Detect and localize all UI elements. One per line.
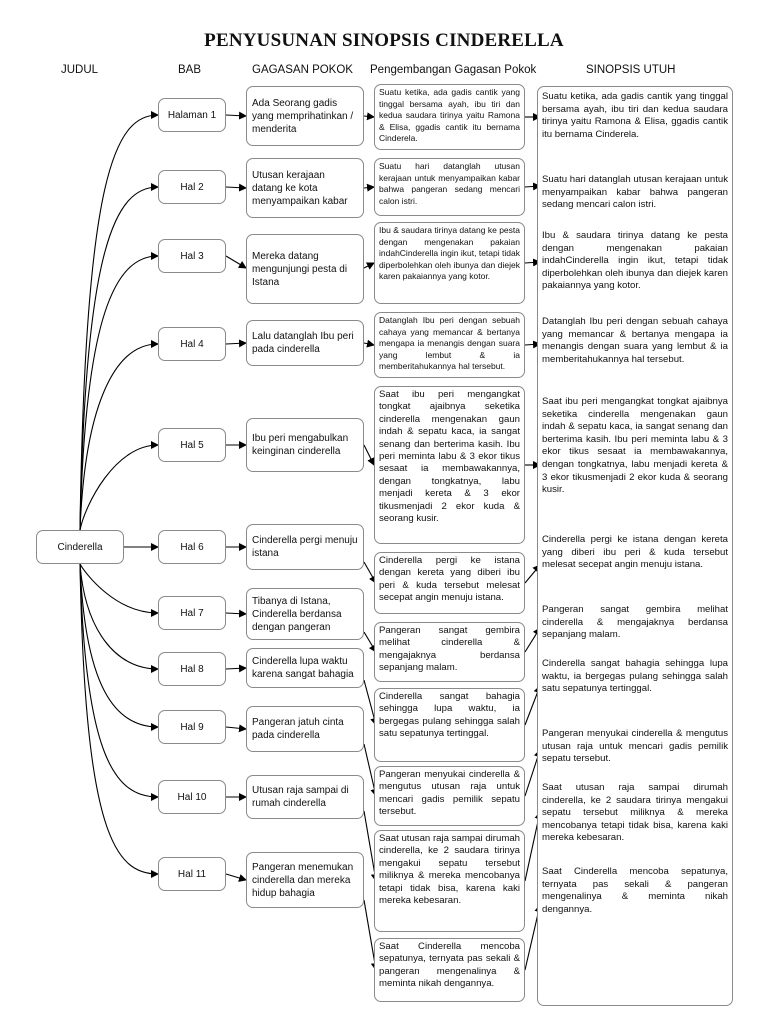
sinopsis-paragraph-3: Ibu & saudara tirinya datang ke pesta dengan mengenakan pakaian indahCinderella ingin ikut, tetapi tidak diperbolehkan oleh ibunya dan diejek karen pakaiannya yang kotor. — [542, 230, 728, 292]
edge-gagasan-pengembangan-2 — [364, 187, 374, 188]
bab-node-3: Hal 3 — [158, 239, 226, 273]
sinopsis-paragraph-4: Datanglah Ibu peri dengan sebuah cahaya yang memancar & bertanya mengapa ia menangis dengan suara yang lembut & ia memberitahukannya hal tersebut. — [542, 316, 728, 365]
bab-node-4: Hal 4 — [158, 327, 226, 361]
edge-bab-gagasan-3 — [226, 256, 246, 268]
edge-gagasan-pengembangan-4 — [364, 343, 374, 345]
gagasan-node-8: Cinderella lupa waktu karena sangat bahagia — [246, 648, 364, 688]
sinopsis-paragraph-6: Cinderella pergi ke istana dengan kereta yang diberi ibu peri & kuda tersebut melesat secepat angin menuju istana. — [542, 534, 728, 571]
edge-root-bab-10 — [80, 564, 158, 797]
pengembangan-node-7: Pangeran sangat gembira melihat cinderella & mengajaknya berdansa sepanjang malam. — [374, 622, 525, 682]
bab-node-7: Hal 7 — [158, 596, 226, 630]
edge-bab-gagasan-1 — [226, 115, 246, 116]
gagasan-node-2: Utusan kerajaan datang ke kota menyampaikan kabar — [246, 158, 364, 218]
gagasan-node-1: Ada Seorang gadis yang memprihatinkan / menderita — [246, 86, 364, 146]
edge-gagasan-pengembangan-1 — [364, 116, 374, 117]
gagasan-node-5: Ibu peri mengabulkan keinginan cinderella — [246, 418, 364, 472]
bab-node-11: Hal 11 — [158, 857, 226, 891]
gagasan-node-3: Mereka datang mengunjungi pesta di Istana — [246, 234, 364, 304]
bab-node-5: Hal 5 — [158, 428, 226, 462]
sinopsis-paragraph-7: Pangeran sangat gembira melihat cinderella & mengajaknya berdansa sepanjang malam. — [542, 604, 728, 641]
pengembangan-node-3: Ibu & saudara tirinya datang ke pesta dengan mengenakan pakaian indahCinderella ingin ikut, tetapi tidak diperbolehkan oleh ibunya dan diejek karen pakaiannya yang kotor. — [374, 222, 525, 304]
sinopsis-paragraph-1: Suatu ketika, ada gadis cantik yang tinggal bersama ayah, ibu tiri dan kedua saudara tirinya yaitu Ramona & Elisa, ggadis cantik itu bernama Cinderela. — [542, 91, 728, 140]
edge-bab-gagasan-4 — [226, 343, 246, 344]
edge-root-bab-2 — [80, 187, 158, 530]
edge-root-bab-11 — [80, 564, 158, 874]
bab-node-9: Hal 9 — [158, 710, 226, 744]
sinopsis-paragraph-10: Saat utusan raja sampai dirumah cinderella, ke 2 saudara tirinya mengakui sepatu tersebut miliknya & mereka mencobanya tetapi tidak bisa, karena kaki mereka kebesaran. — [542, 782, 728, 844]
pengembangan-node-10: Saat utusan raja sampai dirumah cinderella, ke 2 saudara tirinya mengakui sepatu tersebut miliknya & mereka mencobanya tetapi tidak bisa, karena kaki mereka kebesaran. — [374, 830, 525, 932]
pengembangan-node-2: Suatu hari datanglah utusan kerajaan untuk menyampaikan kabar bahwa pangeran sedang mencari calon istri. — [374, 158, 525, 216]
sinopsis-paragraph-5: Saat ibu peri mengangkat tongkat ajaibnya seketika cinderella mengenakan gaun indah & sepatu kaca, ia sangat senang dan berterima kasih. Ibu peri meminta labu & 3 ekor tikus sesaat ia membawakannya, dengan tongkatnya, labu menjadi kereta & 3 ekor tikusmenjadi 2 ekor kuda & seorang kusir. — [542, 396, 728, 496]
pengembangan-node-6: Cinderella pergi ke istana dengan kereta yang diberi ibu peri & kuda tersebut melesat secepat angin menuju istana. — [374, 552, 525, 614]
pengembangan-node-8: Cinderella sangat bahagia sehingga lupa waktu, ia bergegas pulang sehingga salah satu sepatunya tertinggal. — [374, 688, 525, 762]
page-title: PENYUSUNAN SINOPSIS CINDERELLA — [204, 30, 564, 51]
pengembangan-node-1: Suatu ketika, ada gadis cantik yang tinggal bersama ayah, ibu tiri dan kedua saudara tirinya yaitu Ramona & Elisa, ggadis cantik itu bernama Cinderela. — [374, 84, 525, 150]
sinopsis-paragraph-9: Pangeran menyukai cinderella & mengutus utusan raja untuk mencari gadis pemilik sepatu tersebut. — [542, 728, 728, 765]
edge-bab-gagasan-7 — [226, 613, 246, 614]
pengembangan-node-5: Saat ibu peri mengangkat tongkat ajaibnya seketika cinderella mengenakan gaun indah & sepatu kaca, ia sangat senang dan berterima kasih. Ibu peri meminta labu & 3 ekor tikus sesaat ia membawakannya, dengan tongkatnya, labu menjadi kereta & 3 ekor tikusmenjadi 2 ekor kuda & seorang kusir. — [374, 386, 525, 544]
edge-bab-gagasan-11 — [226, 874, 246, 880]
bab-node-1: Halaman 1 — [158, 98, 226, 132]
edge-bab-gagasan-2 — [226, 187, 246, 188]
sinopsis-paragraph-2: Suatu hari datanglah utusan kerajaan untuk menyampaikan kabar bahwa pangeran sedang mencari calon istri. — [542, 174, 728, 211]
gagasan-node-11: Pangeran menemukan cinderella dan mereka hidup bahagia — [246, 852, 364, 908]
sinopsis-paragraph-8: Cinderella sangat bahagia sehingga lupa waktu, ia bergegas pulang sehingga salah satu sepatunya tertinggal. — [542, 658, 728, 695]
sinopsis-paragraph-11: Saat Cinderella mencoba sepatunya, ternyata pas sekali & pangeran mengenalinya & meminta nikah dengannya. — [542, 866, 728, 915]
gagasan-node-6: Cinderella pergi menuju istana — [246, 524, 364, 570]
edge-root-bab-3 — [80, 256, 158, 530]
gagasan-node-10: Utusan raja sampai di rumah cinderella — [246, 775, 364, 819]
bab-node-6: Hal 6 — [158, 530, 226, 564]
edge-bab-gagasan-9 — [226, 727, 246, 729]
gagasan-node-7: Tibanya di Istana, Cinderella berdansa dengan pangeran — [246, 588, 364, 640]
bab-node-8: Hal 8 — [158, 652, 226, 686]
root-node-cinderella: Cinderella — [36, 530, 124, 564]
bab-node-10: Hal 10 — [158, 780, 226, 814]
edge-root-bab-7 — [80, 564, 158, 613]
pengembangan-node-4: Datanglah Ibu peri dengan sebuah cahaya yang memancar & bertanya mengapa ia menangis dengan suara yang lembut & ia memberitahukannya hal tersebut. — [374, 312, 525, 378]
column-header-gagasan: GAGASAN POKOK — [252, 64, 353, 76]
gagasan-node-4: Lalu datanglah Ibu peri pada cinderella — [246, 320, 364, 366]
edge-gagasan-pengembangan-5 — [364, 445, 374, 465]
bab-node-2: Hal 2 — [158, 170, 226, 204]
pengembangan-node-9: Pangeran menyukai cinderella & mengutus utusan raja untuk mencari gadis pemilik sepatu tersebut. — [374, 766, 525, 826]
gagasan-node-9: Pangeran jatuh cinta pada cinderella — [246, 706, 364, 752]
column-header-pengembangan: Pengembangan Gagasan Pokok — [370, 64, 537, 76]
edge-bab-gagasan-8 — [226, 668, 246, 669]
pengembangan-node-11: Saat Cinderella mencoba sepatunya, ternyata pas sekali & pangeran mengenalinya & meminta nikah dengannya. — [374, 938, 525, 1002]
column-header-bab: BAB — [178, 64, 202, 76]
column-header-judul: JUDUL — [61, 64, 99, 76]
edge-gagasan-pengembangan-3 — [364, 263, 374, 268]
column-header-sinopsis: SINOPSIS UTUH — [586, 64, 676, 76]
edge-root-bab-5 — [80, 445, 158, 530]
